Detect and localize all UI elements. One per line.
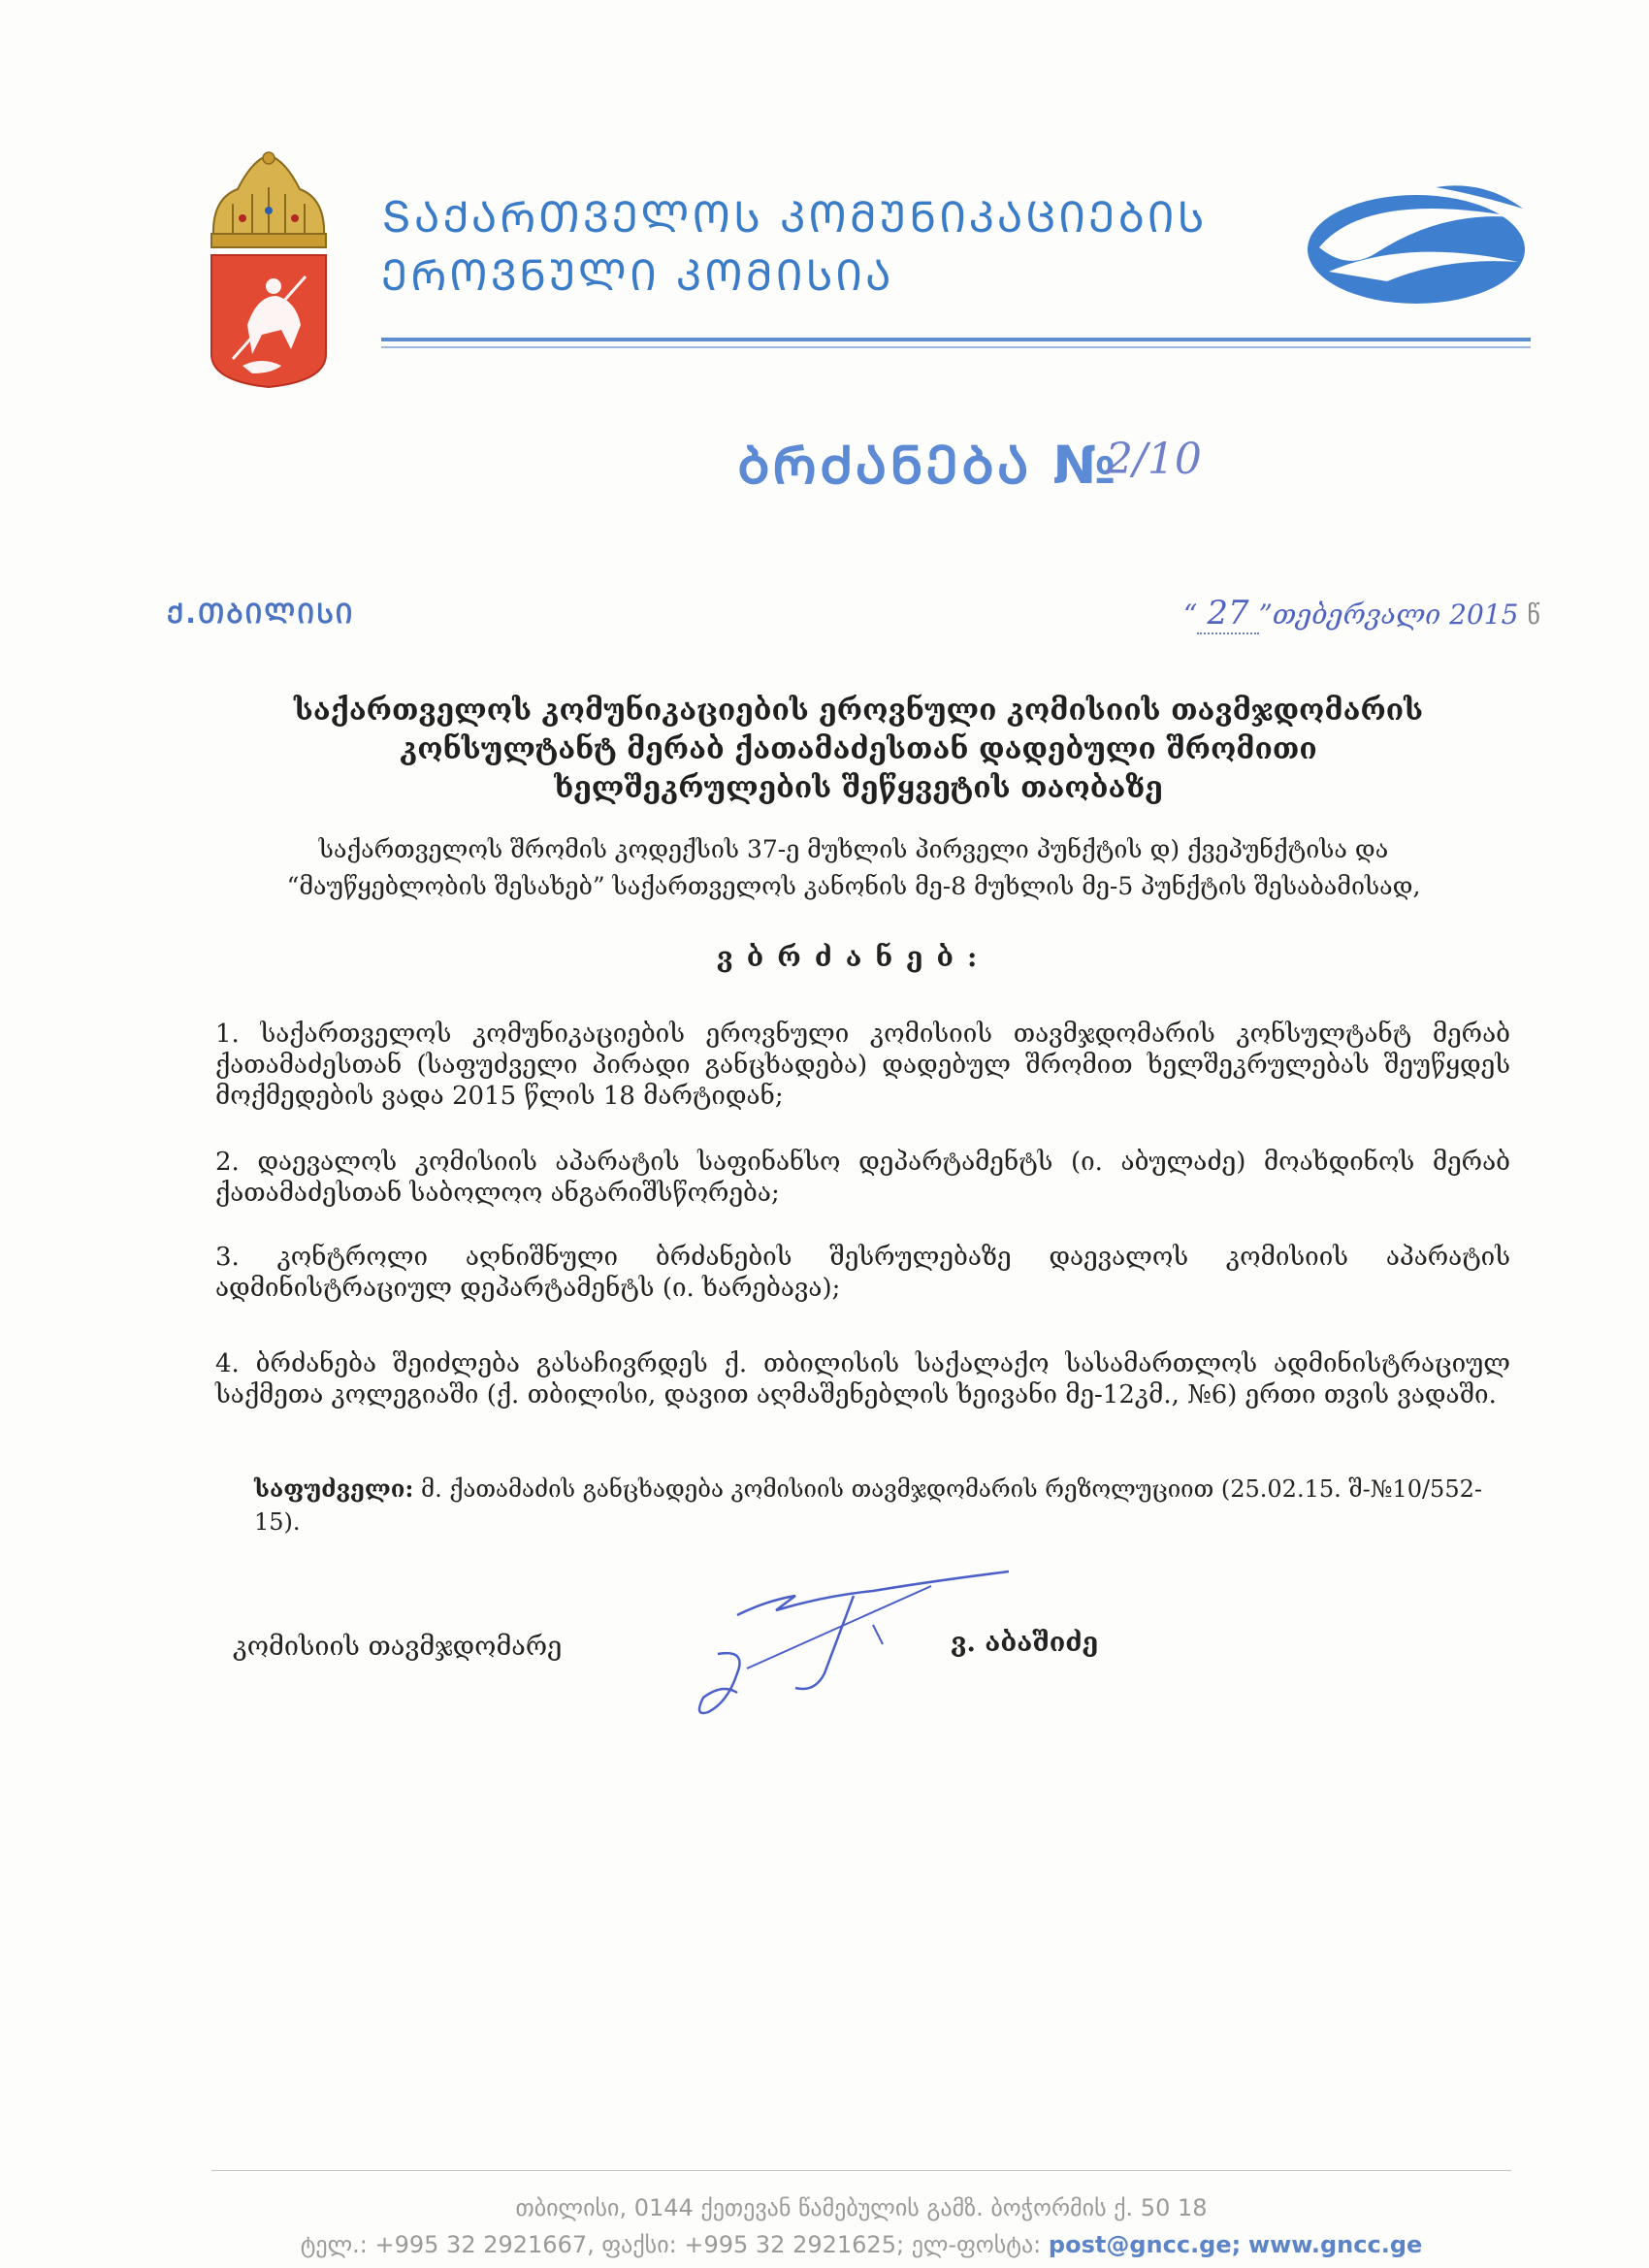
footer-tel: +995 32 2921667, bbox=[374, 2231, 595, 2258]
legal-basis: საქართველოს შრომის კოდექსის 37-ე მუხლის პირველი პუნქტის დ) ქვეპუნქტისა და “მაუწყებლობის შესახებ” საქართველოს კანონის მე-8 მუხლის მე-5 პუნქტის შესაბამისად, bbox=[286, 835, 1421, 900]
date-day: 27 bbox=[1197, 594, 1258, 634]
foundation-text: მ. ქათამაძის განცხადება კომისიის თავმჯდომარის რეზოლუციით (25.02.15. შ-№10/552-15). bbox=[254, 1475, 1482, 1536]
signatory-role: კომისიის თავმჯდომარე bbox=[233, 1632, 563, 1662]
date-close-quote: ” bbox=[1258, 599, 1273, 631]
footer-fax: +995 32 2921625; bbox=[684, 2231, 905, 2258]
city-label: Ქ.ᲗᲑᲘᲚᲘᲡᲘ bbox=[167, 598, 355, 630]
order-subject: საქართველოს კომუნიკაციების ეროვნული კომისიის თავმჯდომარის კონსულტანტ მერაბ ქათამაძესთან დადებული შრომითი ხელშეკრულების შეწყვეტის თაობაზე bbox=[293, 694, 1424, 805]
date-year: 2015 bbox=[1449, 599, 1519, 631]
date-open-quote: “ bbox=[1183, 599, 1198, 631]
organization-name bbox=[381, 189, 1254, 306]
date-year-suffix: წ bbox=[1527, 601, 1540, 631]
order-item-1: 1. საქართველოს კომუნიკაციების ეროვნული კომისიის თავმჯდომარის კონსულტანტ მერაბ ქათამაძესთან (საფუძველი პირადი განცხადება) დადებულ შრომით ხელშეკრულებას შეუწყდეს მოქმედების ვადა 2015 წლის 18 მარტიდან; bbox=[215, 1020, 1510, 1111]
order-item-2: 2. დაევალოს კომისიის აპარატის საფინანსო დეპარტამენტს (ი. აბულაძე) მოახდინოს მერაბ ქათამაძესთან საბოლოო ანგარიშსწორება; bbox=[215, 1148, 1510, 1208]
order-title: ᲑᲠᲫᲐᲜᲔᲑᲐ № bbox=[737, 435, 1119, 496]
footer-address: თბილისი, 0144 ქეთევან წამებულის გამზ. ბოჭორმის ქ. 50 18 bbox=[515, 2194, 1208, 2221]
footer-email-link[interactable]: post@gncc.ge; bbox=[1048, 2231, 1242, 2258]
coat-of-arms-logo bbox=[204, 150, 335, 388]
order-item-3: 3. კონტროლი აღნიშნული ბრძანების შესრულებაზე დაევალოს კომისიის აპარატის ადმინისტრაციულ დეპარტამენტს (ი. ხარებავა); bbox=[215, 1243, 1510, 1303]
footer-contacts bbox=[211, 2231, 1511, 2258]
crown-icon bbox=[211, 152, 326, 247]
footer-fax-label: ფაქსი: bbox=[601, 2231, 677, 2258]
footer-website-link[interactable]: www.gncc.ge bbox=[1247, 2231, 1423, 2258]
footer-email-label: ელ-ფოსტა: bbox=[911, 2231, 1042, 2258]
organization-name-line2: ᲔᲠᲝᲕᲜᲣᲚᲘ ᲙᲝᲛᲘᲡᲘᲐ bbox=[381, 251, 894, 301]
document-date bbox=[1183, 594, 1540, 632]
gncc-logo-icon bbox=[1300, 179, 1533, 315]
footer-tel-label: ტელ.: bbox=[300, 2231, 368, 2258]
header-divider-thin bbox=[381, 346, 1531, 348]
header-divider bbox=[381, 338, 1531, 341]
order-item-4: 4. ბრძანება შეიძლება გასაჩივრდეს ქ. თბილისის საქალაქო სასამართლოს ადმინისტრაციულ საქმეთა კოლეგიაში (ქ. თბილისი, დავით აღმაშენებლის ხეივანი მე-12კმ., №6) ერთი თვის ვადაში. bbox=[215, 1349, 1510, 1409]
foundation-label: საფუძველი: bbox=[254, 1474, 414, 1503]
signatory-name: ვ. აბაშიძე bbox=[951, 1628, 1099, 1658]
order-number: 2/10 bbox=[1106, 435, 1202, 484]
decree-heading: ვბრძანებ: bbox=[716, 941, 991, 973]
foundation-note bbox=[254, 1473, 1515, 1539]
organization-name-line1: ՏᲐᲥᲐᲠᲗᲕᲔᲚᲝᲡ ᲙᲝᲛᲣᲜᲘᲙᲐᲪᲘᲔᲑᲘᲡ bbox=[381, 193, 1208, 243]
footer-divider bbox=[211, 2170, 1511, 2171]
date-month: თებერვალი bbox=[1272, 599, 1441, 631]
